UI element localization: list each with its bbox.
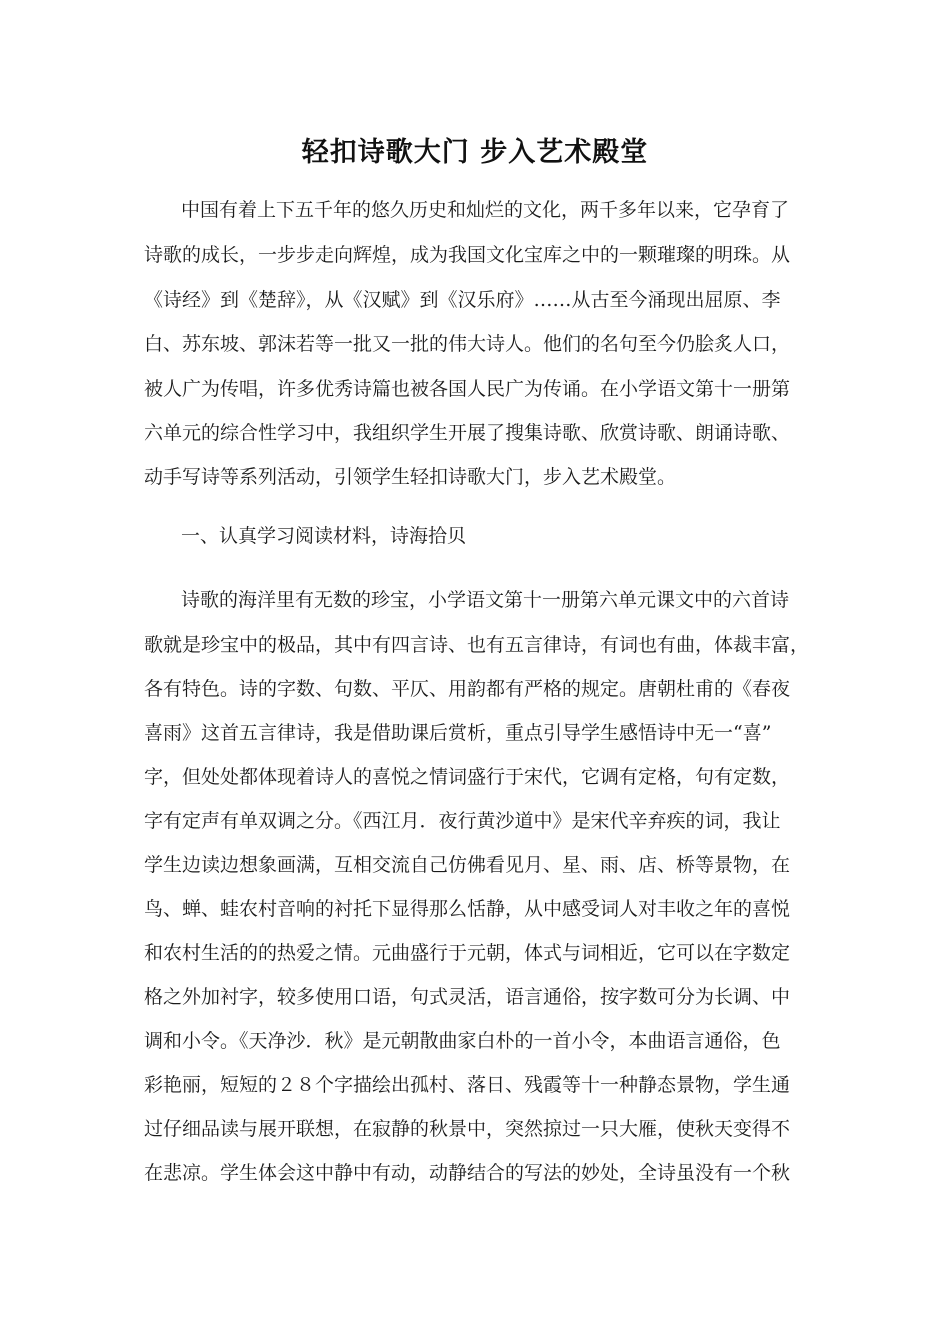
body-line: 和农村生活的的热爱之情。元曲盛行于元朝，体式与词相近，它可以在字数定 [144,942,791,964]
body-line: 各有特色。诗的字数、句数、平仄、用韵都有严格的规定。唐朝杜甫的《春夜 [144,678,791,700]
intro-line: 《诗经》到《楚辞》，从《汉赋》到《汉乐府》……从古至今涌现出屈原、李 [144,289,781,311]
document-title: 轻扣诗歌大门 步入艺术殿堂 [301,137,649,168]
section-heading: 一、认真学习阅读材料，诗海拾贝 [181,525,467,547]
intro-line: 六单元的综合性学习中，我组织学生开展了搜集诗歌、欣赏诗歌、朗诵诗歌、 [144,422,791,444]
body-line: 诗歌的海洋里有无数的珍宝，小学语文第十一册第六单元课文中的六首诗 [181,589,790,611]
intro-line: 白、苏东坡、郭沫若等一批又一批的伟大诗人。他们的名句至今仍脍炙人口， [144,333,791,355]
body-line: 喜雨》这首五言律诗，我是借助课后赏析，重点引导学生感悟诗中无一“喜” [144,722,772,744]
intro-line: 动手写诗等系列活动，引领学生轻扣诗歌大门，步入艺术殿堂。 [144,466,677,488]
body-line: 学生边读边想象画满，互相交流自己仿佛看见月、星、雨、店、桥等景物，在 [144,854,791,876]
body-line: 在悲凉。学生体会这中静中有动，动静结合的写法的妙处，全诗虽没有一个秋 [144,1162,791,1184]
body-line: 字有定声有单双调之分。《西江月．夜行黄沙道中》是宋代辛弃疾的词，我让 [144,810,781,832]
intro-line: 诗歌的成长，一步步走向辉煌，成为我国文化宝库之中的一颗璀璨的明珠。从 [144,244,791,266]
intro-line: 中国有着上下五千年的悠久历史和灿烂的文化，两千多年以来，它孕育了 [181,199,790,221]
intro-line: 被人广为传唱，许多优秀诗篇也被各国人民广为传诵。在小学语文第十一册第 [144,378,791,400]
body-line: 格之外加衬字，较多使用口语，句式灵活，语言通俗，按字数可分为长调、中 [144,986,791,1008]
body-line: 歌就是珍宝中的极品，其中有四言诗、也有五言律诗，有词也有曲，体裁丰富， [144,634,810,656]
body-line: 调和小令。《天净沙．秋》是元朝散曲家白朴的一首小令，本曲语言通俗，色 [144,1030,781,1052]
body-line: 彩艳丽，短短的２８个字描绘出孤村、落日、残霞等十一种静态景物，学生通 [144,1074,791,1096]
body-line: 字，但处处都体现着诗人的喜悦之情词盛行于宋代，它调有定格，句有定数， [144,766,791,788]
body-line: 鸟、蝉、蛙农村音响的衬托下显得那么恬静，从中感受词人对丰收之年的喜悦 [144,898,791,920]
body-line: 过仔细品读与展开联想，在寂静的秋景中，突然掠过一只大雁，使秋天变得不 [144,1118,791,1140]
